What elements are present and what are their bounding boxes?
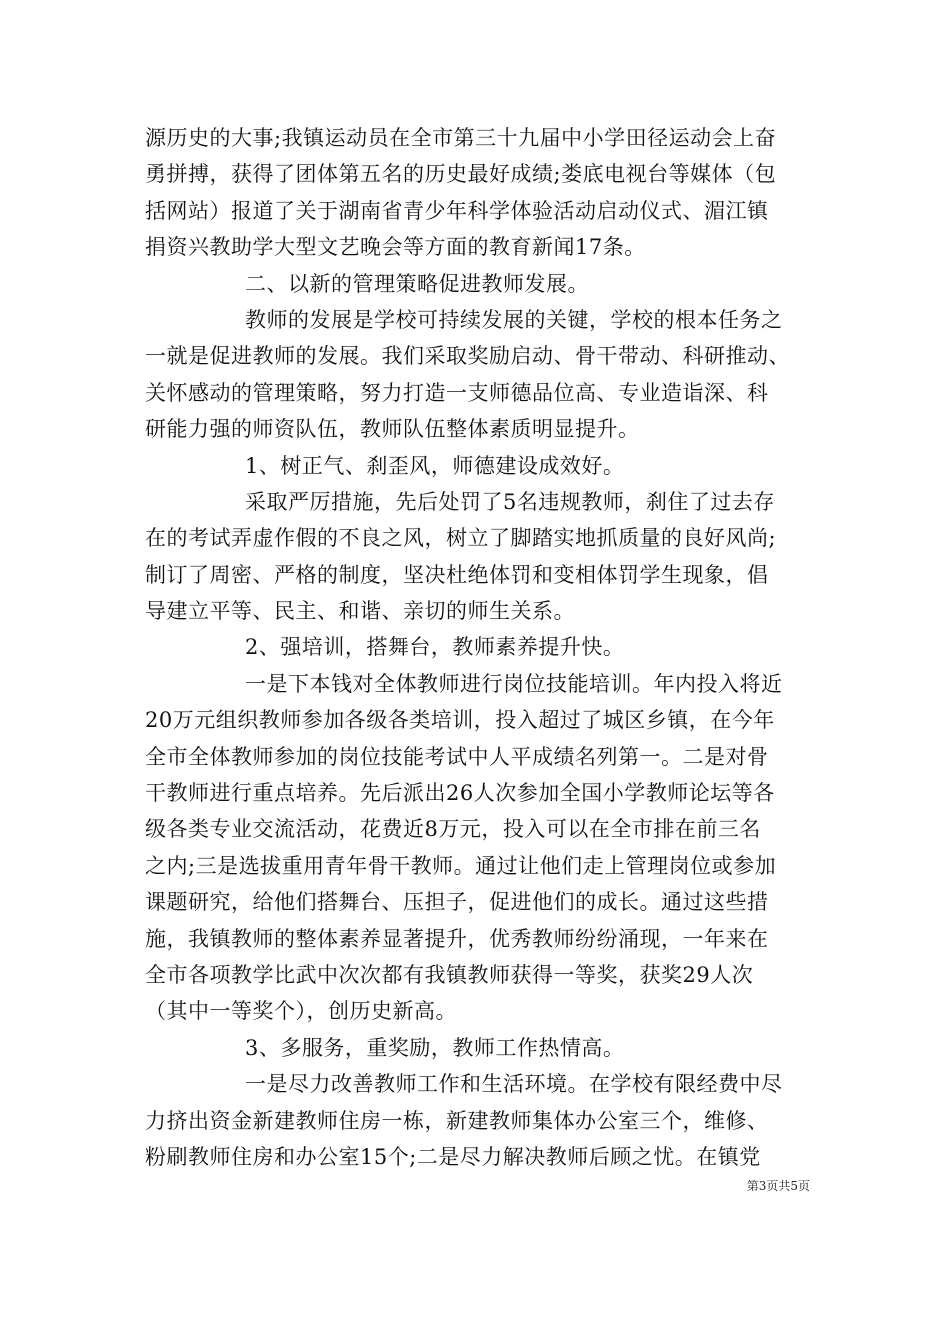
section-heading: 二、以新的管理策略促进教师发展。 (245, 271, 589, 296)
text-line: （其中一等奖个），创历史新高。 (145, 999, 457, 1024)
text-line: 粉刷教师住房和办公室15个;二是尽力解决教师后顾之忧。在镇党 (145, 1144, 761, 1169)
text-line: 课题研究，给他们搭舞台、压担子，促进他们的成长。通过这些措 (145, 890, 769, 915)
text-line: 捐资兴教助学大型文艺晚会等方面的教育新闻17条。 (145, 235, 646, 260)
text-line: 施，我镇教师的整体素养显著提升，优秀教师纷纷涌现，一年来在 (145, 926, 769, 951)
subsection-heading: 3、多服务，重奖励，教师工作热情高。 (245, 1035, 625, 1060)
text-line: 研能力强的师资队伍，教师队伍整体素质明显提升。 (145, 417, 640, 442)
page-number: 第3页共5页 (746, 1179, 810, 1193)
text-line: 采取严厉措施，先后处罚了5名违规教师，刹住了过去存 (245, 489, 775, 514)
text-line: 力挤出资金新建教师住房一栋，新建教师集体办公室三个，维修、 (145, 1108, 769, 1133)
body-text (145, 120, 810, 1175)
text-line: 20万元组织教师参加各级各类培训，投入超过了城区乡镇，在今年 (145, 708, 775, 733)
text-line: 在的考试弄虚作假的不良之风，树立了脚踏实地抓质量的良好风尚; (145, 526, 777, 551)
text-line: 全市全体教师参加的岗位技能考试中人平成绩名列第一。二是对骨 (145, 744, 769, 769)
text-line: 导建立平等、民主、和谐、亲切的师生关系。 (145, 599, 575, 624)
text-line: 之内;三是选拔重用青年骨干教师。通过让他们走上管理岗位或参加 (145, 853, 777, 878)
subsection-heading: 1、树正气、刹歪风，师德建设成效好。 (245, 453, 625, 478)
text-line: 级各类专业交流活动，花费近8万元，投入可以在全市排在前三名 (145, 817, 761, 842)
text-line: 教师的发展是学校可持续发展的关键，学校的根本任务之 (245, 307, 783, 332)
text-line: 一是下本钱对全体教师进行岗位技能培训。年内投入将近 (245, 671, 783, 696)
subsection-heading: 2、强培训，搭舞台，教师素养提升快。 (245, 635, 625, 660)
text-line: 源历史的大事;我镇运动员在全市第三十九届中小学田径运动会上奋 (145, 126, 777, 150)
text-line: 勇拼搏，获得了团体第五名的历史最好成绩;娄底电视台等媒体（包 (145, 162, 777, 187)
text-line: 制订了周密、严格的制度，坚决杜绝体罚和变相体罚学生现象，倡 (145, 562, 769, 587)
text-line: 一是尽力改善教师工作和生活环境。在学校有限经费中尽 (245, 1072, 783, 1097)
text-line: 关怀感动的管理策略，努力打造一支师德品位高、专业造诣深、科 (145, 380, 769, 405)
text-line: 干教师进行重点培养。先后派出26人次参加全国小学教师论坛等各 (145, 781, 775, 806)
text-line: 一就是促进教师的发展。我们采取奖励启动、骨干带动、科研推动、 (145, 344, 790, 369)
text-line: 括网站）报道了关于湖南省青少年科学体验活动启动仪式、湄江镇 (145, 198, 769, 223)
text-line: 全市各项教学比武中次次都有我镇教师获得一等奖，获奖29人次 (145, 962, 754, 987)
